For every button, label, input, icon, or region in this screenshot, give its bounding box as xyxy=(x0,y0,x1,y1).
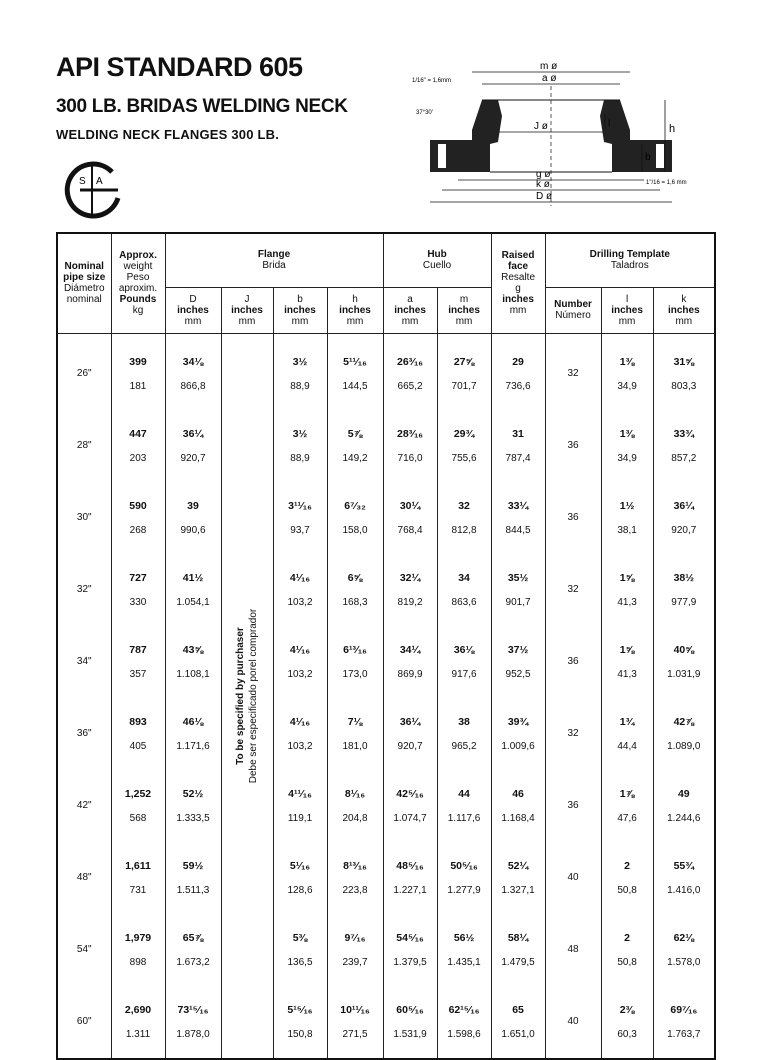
cell-g: 29 736,6 xyxy=(491,333,545,410)
cell-a: 26³⁄₁₆ 665,2 xyxy=(383,333,437,410)
bottom-dim-note: 1"/16 = 1,6 mm xyxy=(646,180,687,186)
cell-weight: 590 268 xyxy=(111,482,165,554)
header-weight: Approx. weight Peso aproxim. Pounds kg xyxy=(111,233,165,333)
cell-b: 4¹⁄₁₆ 103,2 xyxy=(273,626,327,698)
cell-b: 3½ 88,9 xyxy=(273,410,327,482)
cell-number: 40 xyxy=(545,986,601,1059)
cell-k: 36¼ 920,7 xyxy=(653,482,715,554)
table-row xyxy=(57,554,715,626)
cell-size: 26" xyxy=(57,333,111,410)
header-b: b inches mm xyxy=(273,287,327,333)
cell-size: 34" xyxy=(57,626,111,698)
cell-h: 5⅞ 149,2 xyxy=(327,410,383,482)
table-row xyxy=(57,698,715,770)
cell-number: 40 xyxy=(545,842,601,914)
subtitle-spanish: 300 LB. BRIDAS WELDING NECK xyxy=(56,96,348,117)
cell-number: 48 xyxy=(545,914,601,986)
cell-m: 50⁵⁄₁₆ 1.277,9 xyxy=(437,842,491,914)
header-number: Number Número xyxy=(545,287,601,333)
top-dim-note: 1/16" = 1,6mm xyxy=(412,78,451,84)
cell-k: 62⅛ 1.578,0 xyxy=(653,914,715,986)
cell-k: 42⅞ 1.089,0 xyxy=(653,698,715,770)
cell-g: 52¼ 1.327,1 xyxy=(491,842,545,914)
cell-d: 43⅝ 1.108,1 xyxy=(165,626,221,698)
cell-l: 1⅝ 41,3 xyxy=(601,554,653,626)
cell-m: 36⅛ 917,6 xyxy=(437,626,491,698)
cell-l: 1⅜ 34,9 xyxy=(601,410,653,482)
cell-m: 62¹⁵⁄₁₆ 1.598,6 xyxy=(437,986,491,1059)
cell-number: 36 xyxy=(545,626,601,698)
cell-b: 4¹¹⁄₁₆ 119,1 xyxy=(273,770,327,842)
cell-g: 37½ 952,5 xyxy=(491,626,545,698)
table-body xyxy=(57,333,715,1059)
cell-a: 54⁵⁄₁₆ 1.379,5 xyxy=(383,914,437,986)
cell-a: 30¼ 768,4 xyxy=(383,482,437,554)
cell-weight: 1,979 898 xyxy=(111,914,165,986)
cell-number: 32 xyxy=(545,554,601,626)
subtitle-english: WELDING NECK FLANGES 300 LB. xyxy=(56,127,280,142)
cell-size: 48" xyxy=(57,842,111,914)
cell-size: 32" xyxy=(57,554,111,626)
cell-size: 60" xyxy=(57,986,111,1059)
cell-a: 36¼ 920,7 xyxy=(383,698,437,770)
cell-d: 59½ 1.511,3 xyxy=(165,842,221,914)
bolt-hole-left xyxy=(438,144,446,168)
cell-size: 36" xyxy=(57,698,111,770)
cell-d: 65⅞ 1.673,2 xyxy=(165,914,221,986)
cell-m: 34 863,6 xyxy=(437,554,491,626)
cell-l: 2⅜ 60,3 xyxy=(601,986,653,1059)
logo-letter-s: S xyxy=(79,176,86,187)
cell-size: 54" xyxy=(57,914,111,986)
cell-number: 32 xyxy=(545,333,601,410)
cell-j-note xyxy=(221,333,273,1059)
cell-k: 38½ 977,9 xyxy=(653,554,715,626)
cell-g: 35½ 901,7 xyxy=(491,554,545,626)
cell-m: 29¾ 755,6 xyxy=(437,410,491,482)
header-j: J inches mm xyxy=(221,287,273,333)
cell-a: 42⁵⁄₁₆ 1.074,7 xyxy=(383,770,437,842)
cell-l: 2 50,8 xyxy=(601,914,653,986)
cell-d: 52½ 1.333,5 xyxy=(165,770,221,842)
cell-d: 73¹⁵⁄₁₆ 1.878,0 xyxy=(165,986,221,1059)
cell-k: 40⅝ 1.031,9 xyxy=(653,626,715,698)
cell-weight: 1,252 568 xyxy=(111,770,165,842)
cell-g: 31 787,4 xyxy=(491,410,545,482)
cell-k: 33¾ 857,2 xyxy=(653,410,715,482)
table-row xyxy=(57,626,715,698)
cell-b: 5¹⁄₁₆ 128,6 xyxy=(273,842,327,914)
cell-weight: 893 405 xyxy=(111,698,165,770)
cell-number: 36 xyxy=(545,410,601,482)
cell-h: 6⁷⁄₃₂ 158,0 xyxy=(327,482,383,554)
cell-m: 32 812,8 xyxy=(437,482,491,554)
cell-h: 5¹¹⁄₁₆ 144,5 xyxy=(327,333,383,410)
cell-g: 33¼ 844,5 xyxy=(491,482,545,554)
cell-a: 48⁵⁄₁₆ 1.227,1 xyxy=(383,842,437,914)
cell-a: 28³⁄₁₆ 716,0 xyxy=(383,410,437,482)
cell-b: 4¹⁄₁₆ 103,2 xyxy=(273,554,327,626)
cell-weight: 399 181 xyxy=(111,333,165,410)
stag-logo-icon xyxy=(58,158,128,220)
cell-d: 34⅛ 866,8 xyxy=(165,333,221,410)
cell-l: 1⅞ 47,6 xyxy=(601,770,653,842)
cell-a: 34¼ 869,9 xyxy=(383,626,437,698)
cell-m: 44 1.117,6 xyxy=(437,770,491,842)
header-l: l inches mm xyxy=(601,287,653,333)
cell-weight: 787 357 xyxy=(111,626,165,698)
cell-l: 1⅝ 41,3 xyxy=(601,626,653,698)
header-raised-face: Raised face Resalte g inches mm xyxy=(491,233,545,333)
bolt-hole-right xyxy=(656,144,664,168)
cell-d: 39 990,6 xyxy=(165,482,221,554)
dim-m-label: m ø xyxy=(540,61,558,72)
cell-m: 27⅝ 701,7 xyxy=(437,333,491,410)
table-row xyxy=(57,914,715,986)
cell-d: 46⅛ 1.171,6 xyxy=(165,698,221,770)
cell-g: 65 1.651,0 xyxy=(491,986,545,1059)
dim-d-label: D ø xyxy=(536,191,553,202)
cell-weight: 2,690 1.311 xyxy=(111,986,165,1059)
dim-b-label: b xyxy=(645,152,651,163)
cell-k: 69⁷⁄₁₆ 1.763,7 xyxy=(653,986,715,1059)
cell-k: 31⅝ 803,3 xyxy=(653,333,715,410)
cell-g: 39¾ 1.009,6 xyxy=(491,698,545,770)
cell-number: 36 xyxy=(545,770,601,842)
cell-h: 9⁷⁄₁₆ 239,7 xyxy=(327,914,383,986)
cell-number: 32 xyxy=(545,698,601,770)
cell-b: 5¹⁵⁄₁₆ 150,8 xyxy=(273,986,327,1059)
cell-h: 6¹³⁄₁₆ 173,0 xyxy=(327,626,383,698)
header-d: D inches mm xyxy=(165,287,221,333)
cell-number: 36 xyxy=(545,482,601,554)
j-note-spanish: Debe ser especificado porel comprador xyxy=(248,608,259,783)
table-row xyxy=(57,482,715,554)
cell-m: 38 965,2 xyxy=(437,698,491,770)
table-row xyxy=(57,986,715,1059)
cell-size: 30" xyxy=(57,482,111,554)
header-h: h inches mm xyxy=(327,287,383,333)
angle-label: 37°30' xyxy=(416,110,433,116)
dim-k-label: k ø xyxy=(536,179,550,190)
cell-weight: 1,611 731 xyxy=(111,842,165,914)
cell-h: 7⅛ 181,0 xyxy=(327,698,383,770)
cell-m: 56½ 1.435,1 xyxy=(437,914,491,986)
cell-weight: 727 330 xyxy=(111,554,165,626)
table-row xyxy=(57,842,715,914)
header-drilling-group: Drilling Template Taladros xyxy=(545,233,715,287)
cell-b: 3¹¹⁄₁₆ 93,7 xyxy=(273,482,327,554)
table-row xyxy=(57,333,715,410)
cell-d: 41½ 1.054,1 xyxy=(165,554,221,626)
cell-g: 46 1.168,4 xyxy=(491,770,545,842)
cell-h: 8¹⁄₁₆ 204,8 xyxy=(327,770,383,842)
j-note-english: To be specified by purchaser xyxy=(235,626,246,765)
cell-h: 6⅝ 168,3 xyxy=(327,554,383,626)
cell-a: 32¼ 819,2 xyxy=(383,554,437,626)
cell-l: 1¾ 44,4 xyxy=(601,698,653,770)
dim-h-label: h xyxy=(669,123,676,135)
table-row xyxy=(57,410,715,482)
cell-l: 2 50,8 xyxy=(601,842,653,914)
page-title: API STANDARD 605 xyxy=(56,52,303,82)
cell-b: 5⅜ 136,5 xyxy=(273,914,327,986)
dim-g-label: g ø xyxy=(536,169,551,180)
cell-size: 42" xyxy=(57,770,111,842)
cell-k: 55¾ 1.416,0 xyxy=(653,842,715,914)
header-flange-group: Flange Brida xyxy=(165,233,383,287)
logo-letter-a: A xyxy=(96,176,103,187)
cell-h: 10¹¹⁄₁₆ 271,5 xyxy=(327,986,383,1059)
table-row xyxy=(57,770,715,842)
cell-d: 36¼ 920,7 xyxy=(165,410,221,482)
cell-g: 58¼ 1.479,5 xyxy=(491,914,545,986)
cell-b: 4¹⁄₁₆ 103,2 xyxy=(273,698,327,770)
dim-l-label: l xyxy=(608,118,611,129)
dim-a-label: a ø xyxy=(542,73,557,84)
cell-h: 8¹³⁄₁₆ 223,8 xyxy=(327,842,383,914)
cell-weight: 447 203 xyxy=(111,410,165,482)
cell-l: 1½ 38,1 xyxy=(601,482,653,554)
dim-j-label: J ø xyxy=(534,121,548,132)
flange-spec-table xyxy=(56,232,716,1060)
cell-b: 3½ 88,9 xyxy=(273,333,327,410)
cell-a: 60⁵⁄₁₆ 1.531,9 xyxy=(383,986,437,1059)
header-k: k inches mm xyxy=(653,287,715,333)
cell-k: 49 1.244,6 xyxy=(653,770,715,842)
header-m: m inches mm xyxy=(437,287,491,333)
header-nominal-size: Nominal pipe size Diámetro nominal xyxy=(57,233,111,333)
header-a: a inches mm xyxy=(383,287,437,333)
cell-l: 1⅜ 34,9 xyxy=(601,333,653,410)
cell-size: 28" xyxy=(57,410,111,482)
header-hub-group: Hub Cuello xyxy=(383,233,491,287)
flange-diagram xyxy=(410,56,700,216)
